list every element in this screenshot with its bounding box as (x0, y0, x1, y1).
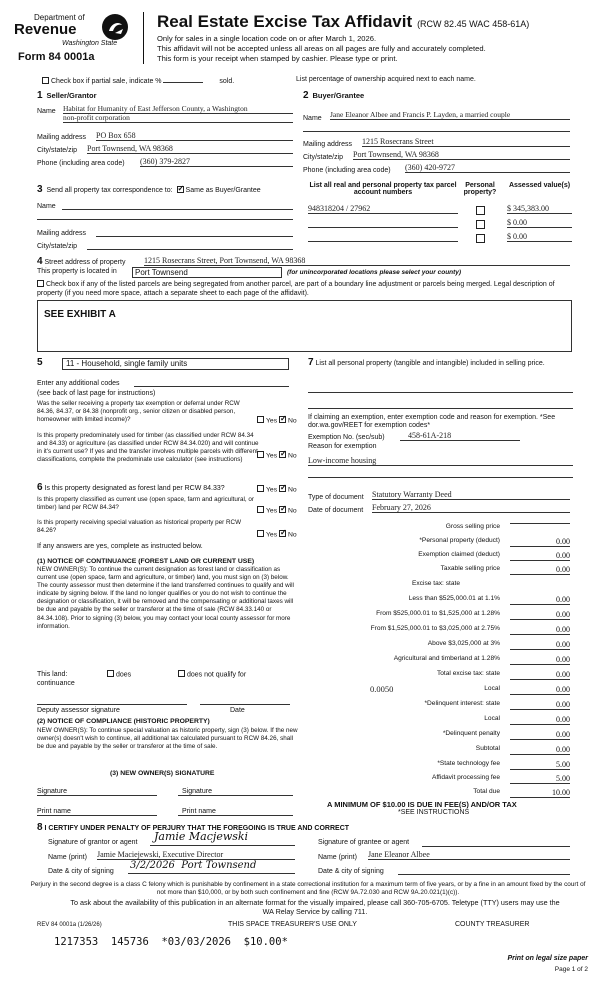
correspondence-name-field[interactable] (62, 209, 293, 210)
section-number-6: 6 (37, 482, 43, 493)
assessed-value-field[interactable]: $ 0.00 (507, 232, 572, 242)
fee-value-field[interactable]: 10.00 (510, 788, 570, 798)
fee-label: Exemption claimed (deduct) (418, 551, 500, 558)
fee-value-field[interactable]: 5.00 (510, 760, 570, 770)
fee-row (300, 640, 570, 651)
fee-value-field[interactable]: 0.00 (510, 715, 570, 725)
fee-label: From $525,000.01 to $1,525,000 at 1.28% (376, 610, 500, 617)
fee-label: Total excise tax: state (436, 670, 500, 677)
minimum-fee-notice: A MINIMUM OF $10.00 IS DUE IN FEE(S) AND/OR TAX (327, 800, 517, 809)
compliance-notice-body: NEW OWNER(S): To continue special valuation as historic property, sign (3) below. If the new owner(s) doesn't wish to continue, all additional tax calculated pursuant to RCW 84.26, shall be due and payable by the seller or transferor at the time of sale. (37, 727, 298, 751)
no-label: No (287, 507, 297, 515)
historic-yes-checkbox[interactable] (257, 530, 264, 537)
fee-value-field[interactable]: 0.00 (510, 537, 570, 547)
perjury-notice: Perjury in the second degree is a class C felony which is punishable by confinement in a state correctional institution for a maximum term of five years, or by a fine in an amount fixed by the court of not more than $10,000, or by both such confinement and fine (RCW 9A.72.030 and RCW 9A.20.021(1)(c)). (30, 881, 586, 896)
fee-label: *Personal property (deduct) (419, 537, 500, 544)
timber-yes-checkbox[interactable] (257, 451, 264, 458)
fee-label: Above $3,025,000 at 3% (427, 640, 500, 647)
unincorporated-note: (for unincorporated locations please select your county) (287, 269, 462, 276)
fee-row (300, 625, 570, 636)
buyer-title: Buyer/Grantee (312, 91, 365, 100)
fee-label: Subtotal (475, 745, 500, 752)
exemption-deferral-no-checkbox[interactable] (279, 416, 286, 423)
fee-value-field[interactable]: 5.00 (510, 774, 570, 784)
personal-property-text: List all personal property (tangible and intangible) included in selling price. (315, 360, 545, 367)
fee-value-field[interactable]: 0.00 (510, 685, 570, 695)
fee-label: Local (484, 685, 500, 692)
header-note-1: Only for sales in a single location code on or after March 1, 2026. (157, 34, 377, 43)
section-number-1: 1 (37, 90, 43, 101)
fee-value-field[interactable]: 0.00 (510, 670, 570, 680)
fee-row (300, 745, 570, 756)
buyer-phone-field[interactable]: (360) 420-9727 (405, 163, 570, 173)
this-land-label: This land: (37, 671, 68, 678)
grantor-date-city-field[interactable] (128, 860, 295, 874)
located-in-label: This property is located in (37, 268, 117, 275)
fee-label: Gross selling price (445, 523, 500, 530)
use-code-value: 11 - Household, single family units (66, 359, 188, 368)
tax-correspondence-heading (37, 184, 261, 195)
fee-label: Excise tax: state (411, 580, 460, 587)
assessed-value-field[interactable]: $ 345,383.00 (507, 204, 572, 214)
grantee-date-city-field[interactable] (398, 874, 570, 875)
timber-question (37, 432, 259, 464)
treasurer-use-label: THIS SPACE TREASURER'S USE ONLY (228, 921, 357, 928)
forest-no-checkbox[interactable] (279, 485, 286, 492)
page-number: Page 1 of 2 (554, 966, 588, 973)
correspondence-city-field[interactable] (87, 249, 293, 250)
seller-city-field[interactable]: Port Townsend, WA 98368 (87, 144, 293, 154)
forest-yes-no (257, 486, 297, 493)
logo-state: Washington State (62, 40, 118, 47)
additional-codes-label: Enter any additional codes (37, 380, 120, 387)
correspondence-mail-field[interactable] (96, 236, 293, 237)
seller-title: Seller/Grantor (46, 91, 97, 100)
header-divider (143, 12, 144, 64)
personal-property-checkbox[interactable] (476, 234, 485, 243)
forest-yes-checkbox[interactable] (257, 485, 264, 492)
exemption-reason-field-line2[interactable] (308, 477, 573, 478)
current-use-question: Is this property classified as current use (open space, farm and agricultural, or timber) land per RCW 84.34? (37, 496, 254, 511)
form-title-row (157, 12, 529, 32)
same-as-buyer-label: Same as Buyer/Grantee (185, 187, 261, 194)
seller-phone-field[interactable]: (360) 379-2827 (140, 157, 293, 167)
deputy-signature-line[interactable] (37, 704, 187, 705)
street-address-row (37, 256, 125, 267)
buyer-heading (303, 90, 364, 101)
current-use-yes-checkbox[interactable] (257, 506, 264, 513)
dor-logo (14, 13, 134, 68)
fee-label: *State technology fee (437, 760, 500, 767)
grantor-signature-field[interactable] (150, 830, 295, 846)
does-not-checkbox[interactable] (178, 670, 185, 677)
fee-value-field[interactable]: 0.00 (510, 565, 570, 575)
seller-phone-label: Phone (including area code) (37, 160, 125, 167)
fee-row (300, 715, 570, 726)
current-use-yes-no (257, 507, 297, 514)
partial-sale-label: Check box if partial sale, indicate % (51, 78, 162, 85)
document-type-field[interactable]: Statutory Warranty Deed (372, 490, 570, 500)
grantor-signature-value: Jamie Macjewski (154, 830, 249, 843)
fee-value-field[interactable]: 0.00 (510, 745, 570, 755)
does-not-label: does not qualify for (187, 671, 247, 679)
tax-correspondence-label: Send all property tax correspondence to: (46, 187, 173, 194)
personal-property-checkbox[interactable] (476, 206, 485, 215)
table-row (308, 202, 572, 216)
legal-description-text: SEE EXHIBIT A (44, 309, 116, 320)
fee-label: Total due (473, 788, 500, 795)
new-owner-print-line-2[interactable] (178, 815, 293, 816)
yes-label: Yes (266, 486, 278, 494)
new-owner-print-label-2: Print name (182, 808, 216, 815)
fee-value-field[interactable]: 0.00 (510, 610, 570, 620)
fee-label: Taxable selling price (440, 565, 500, 572)
partial-percent-field[interactable] (163, 76, 203, 83)
buyer-name-field-line2[interactable] (303, 131, 570, 132)
use-code-select[interactable] (62, 358, 289, 370)
document-date-label: Date of document (308, 507, 364, 514)
seller-name-field[interactable]: Habitat for Humanity of East Jefferson County, a Washington (63, 104, 293, 114)
fee-row (300, 523, 570, 534)
assessed-value-header: Assessed value(s) (508, 182, 571, 189)
assessed-value-field[interactable]: $ 0.00 (507, 218, 572, 228)
logo-dept-of: Department of (34, 13, 85, 22)
buyer-name-field[interactable]: Jane Eleanor Albee and Francis P. Layden, a married couple (330, 110, 570, 120)
form-title: Real Estate Excise Tax Affidavit (157, 12, 413, 31)
fee-value-field[interactable]: 0.00 (510, 655, 570, 665)
fee-label: Local (484, 715, 500, 722)
parcel-table (308, 202, 572, 247)
fee-label: From $1,525,000.01 to $3,025,000 at 2.75% (370, 625, 500, 632)
no-label: No (287, 417, 297, 425)
deputy-date-line[interactable] (200, 704, 290, 705)
grantor-name-print-label: Name (print) (48, 854, 87, 861)
new-owner-signature-line-1[interactable] (37, 795, 157, 796)
seller-mail-field[interactable]: PO Box 658 (96, 131, 293, 141)
exemption-number-field[interactable]: 458-61A-218 (400, 431, 520, 441)
grantor-name-print-field[interactable]: Jamie Maciejewski, Executive Director (97, 850, 295, 860)
new-owner-print-label-1: Print name (37, 808, 71, 815)
section-number-7: 7 (308, 357, 314, 368)
grantor-signature-label: Signature of grantor or agent (48, 839, 138, 846)
buyer-phone-label: Phone (including area code) (303, 167, 391, 174)
section-number-3: 3 (37, 184, 43, 195)
fee-value-field[interactable]: 0.00 (510, 640, 570, 650)
parcel-number-field[interactable]: 948318204 / 27962 (308, 204, 458, 214)
does-not-option (178, 671, 246, 678)
correspondence-mail-label: Mailing address (37, 230, 87, 237)
grantee-signature-field[interactable] (422, 846, 570, 847)
section-number-2: 2 (303, 90, 309, 101)
yes-label: Yes (266, 531, 278, 539)
logo-emblem-icon (101, 13, 129, 41)
new-owner-print-line-1[interactable] (37, 815, 157, 816)
see-instructions-note: *SEE INSTRUCTIONS (398, 809, 470, 816)
location-select-value: Port Townsend (135, 268, 188, 277)
fee-value-field[interactable]: 0.00 (510, 595, 570, 605)
timber-no-checkbox[interactable] (279, 451, 286, 458)
historic-yes-no (257, 531, 297, 538)
fee-row (300, 788, 570, 799)
location-select[interactable] (132, 267, 282, 278)
new-owner-signature-label-2: Signature (182, 788, 212, 795)
parcel-header: List all real and personal property tax parcel account numbers (309, 182, 457, 196)
personal-property-header: Personal property? (463, 182, 497, 196)
section-number-8: 8 (37, 822, 43, 833)
table-row (308, 216, 572, 230)
no-label: No (287, 486, 297, 494)
fee-row (300, 670, 570, 681)
county-treasurer-label: COUNTY TREASURER (455, 921, 530, 928)
personal-property-field-line2[interactable] (308, 408, 573, 409)
personal-property-field[interactable] (308, 392, 573, 393)
no-label: No (287, 452, 297, 460)
fee-row (300, 595, 570, 606)
personal-property-list-label (308, 358, 573, 369)
grantor-date-city-value: 3/2/2026 Port Townsend (130, 860, 257, 871)
exemption-deferral-question: Was the seller receiving a property tax exemption or deferral under RCW 84.36, 84.37, or 84.38 (nonprofit org., senior citizen or disabled person, homeowner with limited income)? (37, 400, 240, 423)
forest-land-text: Is this property designated as forest land per RCW 84.33? (44, 485, 225, 492)
fee-row (300, 610, 570, 621)
continuance-label: continuance (37, 680, 75, 687)
historic-no-checkbox[interactable] (279, 530, 286, 537)
legal-paper-note: Print on legal size paper (507, 955, 588, 962)
fee-label: Less than $525,000.01 at 1.1% (408, 595, 500, 602)
partial-sold-label: sold. (219, 78, 235, 85)
deputy-signature-label: Deputy assessor signature (37, 707, 120, 714)
document-type-label: Type of document (308, 494, 364, 501)
form-revision: REV 84 0001a (1/26/26) (37, 922, 102, 928)
historic-question: Is this property receiving special valuation as historical property per RCW 84.26? (37, 519, 242, 534)
continuance-notice-title: (1) NOTICE OF CONTINUANCE (FOREST LAND OR CURRENT USE) (37, 558, 255, 565)
fee-row (300, 700, 570, 711)
exemption-instructions: If claiming an exemption, enter exemption code and reason for exemption. *See dor.wa.gov/REET for exemption codes* (308, 414, 556, 430)
document-date-field[interactable]: February 27, 2026 (372, 503, 570, 513)
seller-heading (37, 90, 97, 101)
partial-sale-row (42, 76, 234, 85)
grantee-date-city-label: Date & city of signing (318, 868, 384, 875)
grantee-signature-label: Signature of grantee or agent (318, 839, 410, 846)
seller-name-label: Name (37, 108, 56, 115)
does-checkbox[interactable] (107, 670, 114, 677)
buyer-mail-label: Mailing address (303, 141, 353, 148)
correspondence-city-label: City/state/zip (37, 243, 78, 250)
partial-sale-checkbox[interactable] (42, 77, 49, 84)
section-number-5: 5 (37, 357, 43, 368)
street-address-label: Street address of property (44, 259, 126, 266)
additional-codes-field[interactable] (134, 386, 289, 387)
no-label: No (287, 531, 297, 539)
header-note-2: This affidavit will not be accepted unless all areas on all pages are fully and accurately completed. (157, 44, 486, 53)
does-label: does (116, 671, 132, 679)
seller-mail-label: Mailing address (37, 134, 87, 141)
logo-revenue: Revenue (14, 21, 77, 38)
fee-row (300, 655, 570, 666)
new-owner-signature-label-1: Signature (37, 788, 67, 795)
fee-label: *Delinquent penalty (442, 730, 500, 737)
fee-label: Agricultural and timberland at 1.28% (393, 655, 500, 662)
fee-value-field[interactable]: 0.00 (510, 625, 570, 635)
any-yes-note: If any answers are yes, complete as instructed below. (37, 543, 203, 550)
fee-row (300, 730, 570, 741)
fee-value-field[interactable] (510, 523, 570, 524)
yes-label: Yes (266, 417, 278, 425)
fee-value-field[interactable]: 0.00 (510, 700, 570, 710)
local-rate: 0.0050 (370, 684, 394, 694)
parcel-number-field[interactable] (308, 218, 458, 228)
continuance-notice-body: NEW OWNER(S): To continue the current designation as forest land or classification as current use (open space, farm and agriculture, or timber) land, you must sign on (3) below. The county assessor must then determine if the land transferred continues to qualify and will indicate by signing below. If the land no longer qualifies or you do not wish to continue the designation or classification, it will be removed and the compensating or additional taxes will be due and payable by the seller or transferor at the time of sale (RCW 84.33.140 or 84.34.108). Prior to signing (3) below, you may contact your local county assessor for more information. (37, 566, 294, 630)
form-number: Form 84 0001a (18, 51, 95, 63)
correspondence-name-field-line2[interactable] (37, 219, 293, 220)
section-number-4: 4 (37, 256, 43, 267)
current-use-no-checkbox[interactable] (279, 506, 286, 513)
seller-city-label: City/state/zip (37, 147, 78, 154)
certify-text: I CERTIFY UNDER PENALTY OF PERJURY THAT THE FOREGOING IS TRUE AND CORRECT (44, 825, 350, 832)
see-back-note: (see back of last page for instructions) (37, 390, 156, 397)
exemption-number-label: Exemption No. (sec/sub) (308, 434, 385, 441)
fee-row (300, 685, 570, 696)
buyer-city-label: City/state/zip (303, 154, 344, 161)
fee-row (300, 774, 570, 785)
grantee-name-print-label: Name (print) (318, 854, 357, 861)
fee-row (300, 537, 570, 548)
table-row (308, 230, 572, 244)
header-note-3: This form is your receipt when stamped by cashier. Please type or print. (157, 54, 398, 63)
new-owner-signature-line-2[interactable] (178, 795, 293, 796)
fee-label: *Delinquent interest: state (424, 700, 500, 707)
exemption-deferral-yes-no (257, 417, 297, 424)
fee-row (300, 565, 570, 576)
yes-label: Yes (266, 452, 278, 460)
fee-row (300, 760, 570, 771)
ownership-instruction: List percentage of ownership acquired next to each name. (296, 76, 476, 83)
grantor-date-city-label: Date & city of signing (48, 868, 114, 875)
same-as-buyer-checkbox[interactable] (177, 186, 184, 193)
segregated-label: Check box if any of the listed parcels are being segregated from another parcel, are part of a boundary line adjustment or parcels being merged. Legal description of property (if you need more space, attach a separate sheet to each page of the affidavit). (37, 281, 555, 297)
fee-row (300, 551, 570, 562)
segregated-checkbox[interactable] (37, 280, 44, 287)
correspondence-name-label: Name (37, 203, 56, 210)
yes-label: Yes (266, 507, 278, 515)
deputy-date-label: Date (230, 707, 245, 714)
street-address-field[interactable]: 1215 Rosecrans Street, Port Townsend, WA 98368 (144, 256, 570, 266)
fee-row (300, 580, 570, 591)
form-rcw: (RCW 82.45 WAC 458-61A) (417, 19, 530, 29)
personal-property-checkbox[interactable] (476, 220, 485, 229)
seller-name-field-line2[interactable]: non-profit corporation (63, 113, 293, 123)
does-option (107, 671, 131, 678)
fee-value-field[interactable]: 0.00 (510, 730, 570, 740)
accessibility-notice: To ask about the availability of this publication in an alternate format for the visually impaired, please call 360-705-6705. Teletype (TTY) users may use the WA Relay Service by calling 711. (70, 898, 560, 916)
buyer-city-field[interactable]: Port Townsend, WA 98368 (353, 150, 570, 160)
timber-question-text: Is this property predominately used for timber (as classified under RCW 84.34 and 84.33) or agriculture (as classified under RCW 84.34.020) and will continue in it's current use? If yes and the transfer involves multiple parcels with different classifications, complete the predominate use calculator (see instructions) (37, 432, 259, 463)
compliance-notice-title: (2) NOTICE OF COMPLIANCE (HISTORIC PROPERTY) (37, 718, 210, 725)
legal-description-box[interactable] (37, 300, 572, 352)
timber-yes-no (257, 452, 297, 459)
fee-value-field[interactable]: 0.00 (510, 551, 570, 561)
segregated-text-row (37, 280, 572, 298)
exemption-reason-field[interactable]: Low-income housing (308, 456, 573, 466)
buyer-mail-field[interactable]: 1215 Rosecrans Street (362, 137, 570, 147)
buyer-name-label: Name (303, 115, 322, 122)
forest-land-question (37, 482, 262, 493)
new-owner-signature-title: (3) NEW OWNER(S) SIGNATURE (110, 770, 215, 777)
treasurer-stamp: 1217353 145736 *03/03/2026 $10.00* (54, 936, 288, 948)
fee-label: Affidavit processing fee (431, 774, 500, 781)
grantee-name-print-field[interactable]: Jane Eleanor Albee (368, 850, 570, 860)
exemption-reason-label: Reason for exemption (308, 443, 377, 450)
parcel-number-field[interactable] (308, 232, 458, 242)
exemption-deferral-yes-checkbox[interactable] (257, 416, 264, 423)
